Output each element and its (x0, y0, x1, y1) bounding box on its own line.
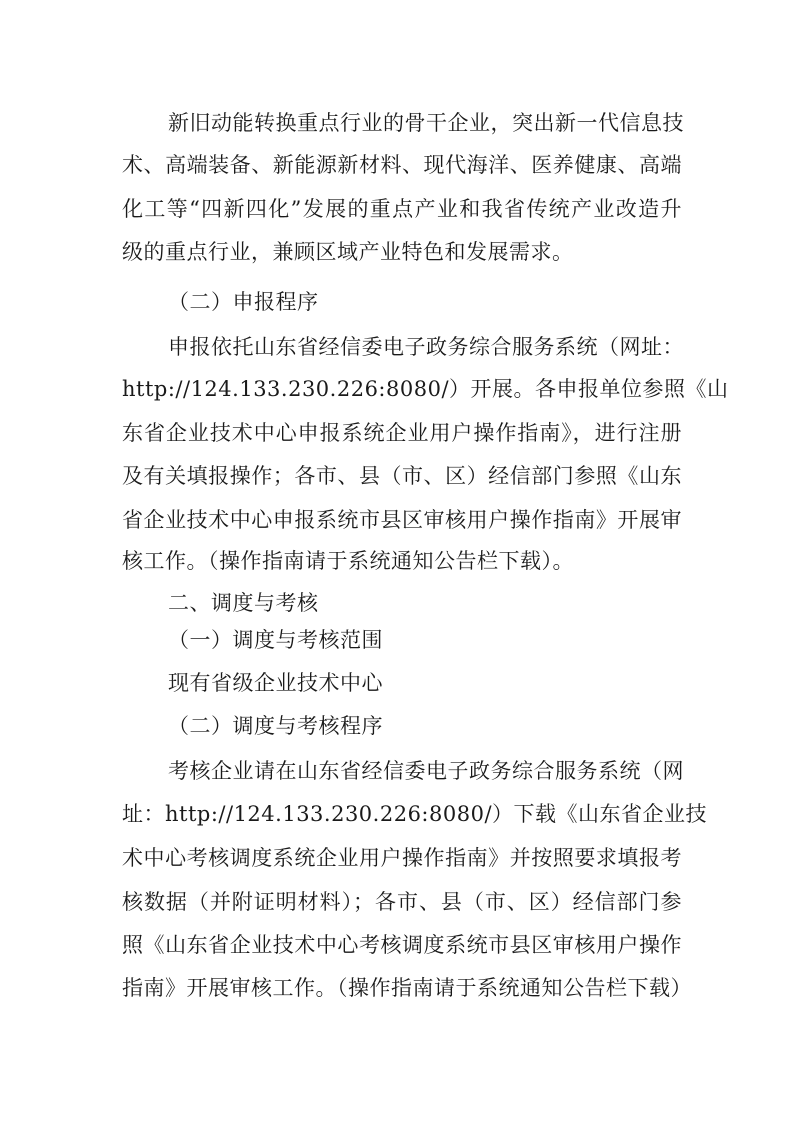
paragraph-line: 省企业技术中心申报系统市县区审核用户操作指南》开展审 (122, 508, 682, 532)
paragraph-line: 新旧动能转换重点行业的骨干企业，突出新一代信息技 (168, 111, 684, 135)
section-heading: （二）申报程序 (168, 290, 319, 314)
paragraph-line: 址：http://124.133.230.226:8080/）下载《山东省企业技 (122, 802, 708, 826)
subsection-heading: （一）调度与考核范围 (168, 628, 383, 652)
paragraph-line: 核工作。（操作指南请于系统通知公告栏下载）。 (122, 549, 574, 573)
paragraph-line: 及有关填报操作；各市、县（市、区）经信部门参照《山东 (122, 464, 682, 488)
paragraph-line: 申报依托山东省经信委电子政务综合服务系统（网址： (168, 335, 684, 359)
paragraph-line: 术中心考核调度系统企业用户操作指南》并按照要求填报考 (122, 846, 682, 870)
paragraph-line: 术、高端装备、新能源新材料、现代海洋、医养健康、高端 (122, 153, 682, 177)
paragraph-line: 指南》开展审核工作。（操作指南请于系统通知公告栏下载） (122, 976, 692, 1000)
paragraph-line: 级的重点行业，兼顾区域产业特色和发展需求。 (122, 240, 574, 264)
paragraph-line: 照《山东省企业技术中心考核调度系统市县区审核用户操作 (122, 933, 682, 957)
paragraph-line: 化工等“四新四化”发展的重点产业和我省传统产业改造升 (122, 197, 682, 221)
section-heading: 二、调度与考核 (168, 591, 319, 615)
subsection-heading: （二）调度与考核程序 (168, 714, 383, 738)
paragraph-line: 东省企业技术中心申报系统企业用户操作指南》，进行注册 (122, 421, 682, 445)
paragraph-line: 现有省级企业技术中心 (168, 671, 383, 695)
paragraph-line: 核数据（并附证明材料）；各市、县（市、区）经信部门参 (122, 890, 682, 914)
paragraph-line: http://124.133.230.226:8080/）开展。各申报单位参照《山 (122, 377, 729, 401)
paragraph-line: 考核企业请在山东省经信委电子政务综合服务系统（网 (168, 759, 684, 783)
